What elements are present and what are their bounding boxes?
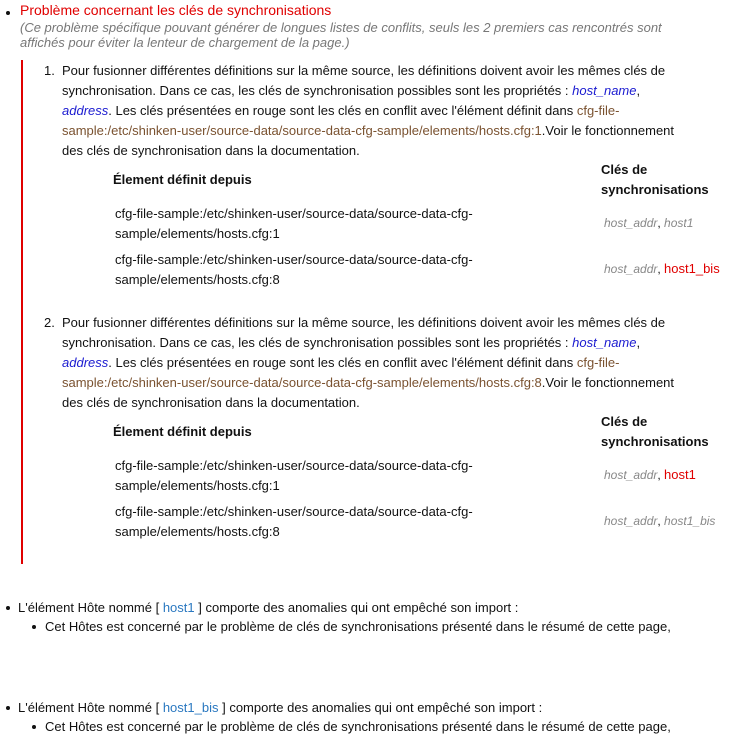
table-row-source: cfg-file-sample:/etc/shinken-user/source-data/source-data-cfg- sample/elements/hosts.cfg:8 — [115, 252, 473, 287]
source-path-link[interactable]: sample:/etc/shinken-user/source-data/source-data-cfg-sample/elements/hosts.cfg:8 — [62, 375, 542, 390]
table-row-keys: host_addr, host1 — [604, 216, 694, 230]
table-row-keys: host_addr, host1_bis — [604, 514, 716, 528]
bullet-icon — [6, 606, 10, 610]
case-text-line-4 — [62, 373, 736, 393]
table-row-source: cfg-file-sample:/etc/shinken-user/source-data/source-data-cfg- sample/elements/hosts.cfg:1 — [115, 206, 473, 241]
comma: , — [636, 83, 641, 98]
host-link[interactable]: host1_bis — [162, 700, 219, 715]
element-anomaly-host1: L'élément Hôte nommé [ host1 ] comporte des anomalies qui ont empêché son import : — [18, 600, 519, 615]
property-address: address — [62, 103, 109, 118]
property-host-name: host_name — [572, 335, 637, 350]
case-text-line-3 — [62, 101, 736, 121]
column-header-source: Élement définit depuis — [113, 424, 252, 439]
case-text-line-1: Pour fusionner différentes définitions sur la même source, les définitions doivent avoir les mêmes clés de — [62, 63, 666, 78]
column-header-keys: Clés de synchronisations — [601, 414, 709, 449]
element-anomaly-detail: Cet Hôtes est concerné par le problème de clés de synchronisations présenté dans le résumé de cette page, — [45, 719, 671, 734]
source-path-link[interactable]: cfg-file- — [576, 103, 620, 118]
case-text-line-5: des clés de synchronisation dans la documentation. — [62, 395, 360, 410]
conflict-case-2 — [44, 313, 736, 413]
case-text-line-5: des clés de synchronisation dans la documentation. — [62, 143, 360, 158]
case-text: .Voir le fonctionnement — [541, 375, 675, 390]
column-header-keys: Clés de synchronisations — [601, 162, 709, 197]
case-text: synchronisation. Dans ce cas, les clés de synchronisation possibles sont les propriétés : — [62, 83, 573, 98]
source-path-link[interactable]: cfg-file- — [576, 355, 620, 370]
bullet-icon — [6, 706, 10, 710]
bullet-icon — [32, 725, 36, 729]
case-text-line-1: Pour fusionner différentes définitions sur la même source, les définitions doivent avoir les mêmes clés de — [62, 315, 666, 330]
summary-note-line-2: affichés pour éviter la lenteur de chargement de la page.) — [20, 35, 350, 50]
bullet-icon — [32, 625, 36, 629]
case-text-line-3 — [62, 353, 736, 373]
case-number: 2. — [44, 315, 55, 330]
sync-key: host_addr — [604, 262, 658, 276]
conflict-case-1 — [44, 61, 736, 161]
case-text: synchronisation. Dans ce cas, les clés de synchronisation possibles sont les propriétés : — [62, 335, 573, 350]
element-anomaly-detail: Cet Hôtes est concerné par le problème de clés de synchronisations présenté dans le résumé de cette page, — [45, 619, 671, 634]
summary-left-border — [21, 60, 23, 564]
case-text-line-2 — [62, 81, 736, 101]
sync-key: host_addr — [604, 216, 658, 230]
table-row-source: cfg-file-sample:/etc/shinken-user/source-data/source-data-cfg- sample/elements/hosts.cfg:8 — [115, 504, 473, 539]
host-link[interactable]: host1 — [162, 600, 195, 615]
table-row-source: cfg-file-sample:/etc/shinken-user/source-data/source-data-cfg- sample/elements/hosts.cfg:1 — [115, 458, 473, 493]
table-row-keys: host_addr, host1_bis — [604, 261, 720, 276]
table-row-keys: host_addr, host1 — [604, 467, 696, 482]
source-path-link[interactable]: sample:/etc/shinken-user/source-data/source-data-cfg-sample/elements/hosts.cfg:1 — [62, 123, 542, 138]
sync-key: host_addr — [604, 468, 658, 482]
sync-key-conflict: host1_bis — [664, 261, 720, 276]
case-text: .Voir le fonctionnement — [541, 123, 675, 138]
sync-key: host1_bis — [664, 514, 716, 528]
bullet-icon — [6, 11, 10, 15]
sync-key: host1 — [664, 216, 694, 230]
case-text-line-4 — [62, 121, 736, 141]
column-header-source: Élement définit depuis — [113, 172, 252, 187]
comma: , — [636, 335, 641, 350]
property-address: address — [62, 355, 109, 370]
summary-title: Problème concernant les clés de synchronisations — [20, 2, 332, 18]
case-text: . Les clés présentées en rouge sont les clés en conflit avec l'élément définit dans — [108, 355, 577, 370]
summary-note-line-1: (Ce problème spécifique pouvant générer de longues listes de conflits, seuls les 2 premiers cas rencontrés sont — [20, 20, 662, 35]
sync-key-conflict: host1 — [664, 467, 696, 482]
property-host-name: host_name — [572, 83, 637, 98]
case-text: . Les clés présentées en rouge sont les clés en conflit avec l'élément définit dans — [108, 103, 577, 118]
sync-key: host_addr — [604, 514, 658, 528]
case-text-line-2 — [62, 333, 736, 353]
element-anomaly-host1-bis: L'élément Hôte nommé [ host1_bis ] comporte des anomalies qui ont empêché son import : — [18, 700, 543, 715]
case-number: 1. — [44, 63, 55, 78]
